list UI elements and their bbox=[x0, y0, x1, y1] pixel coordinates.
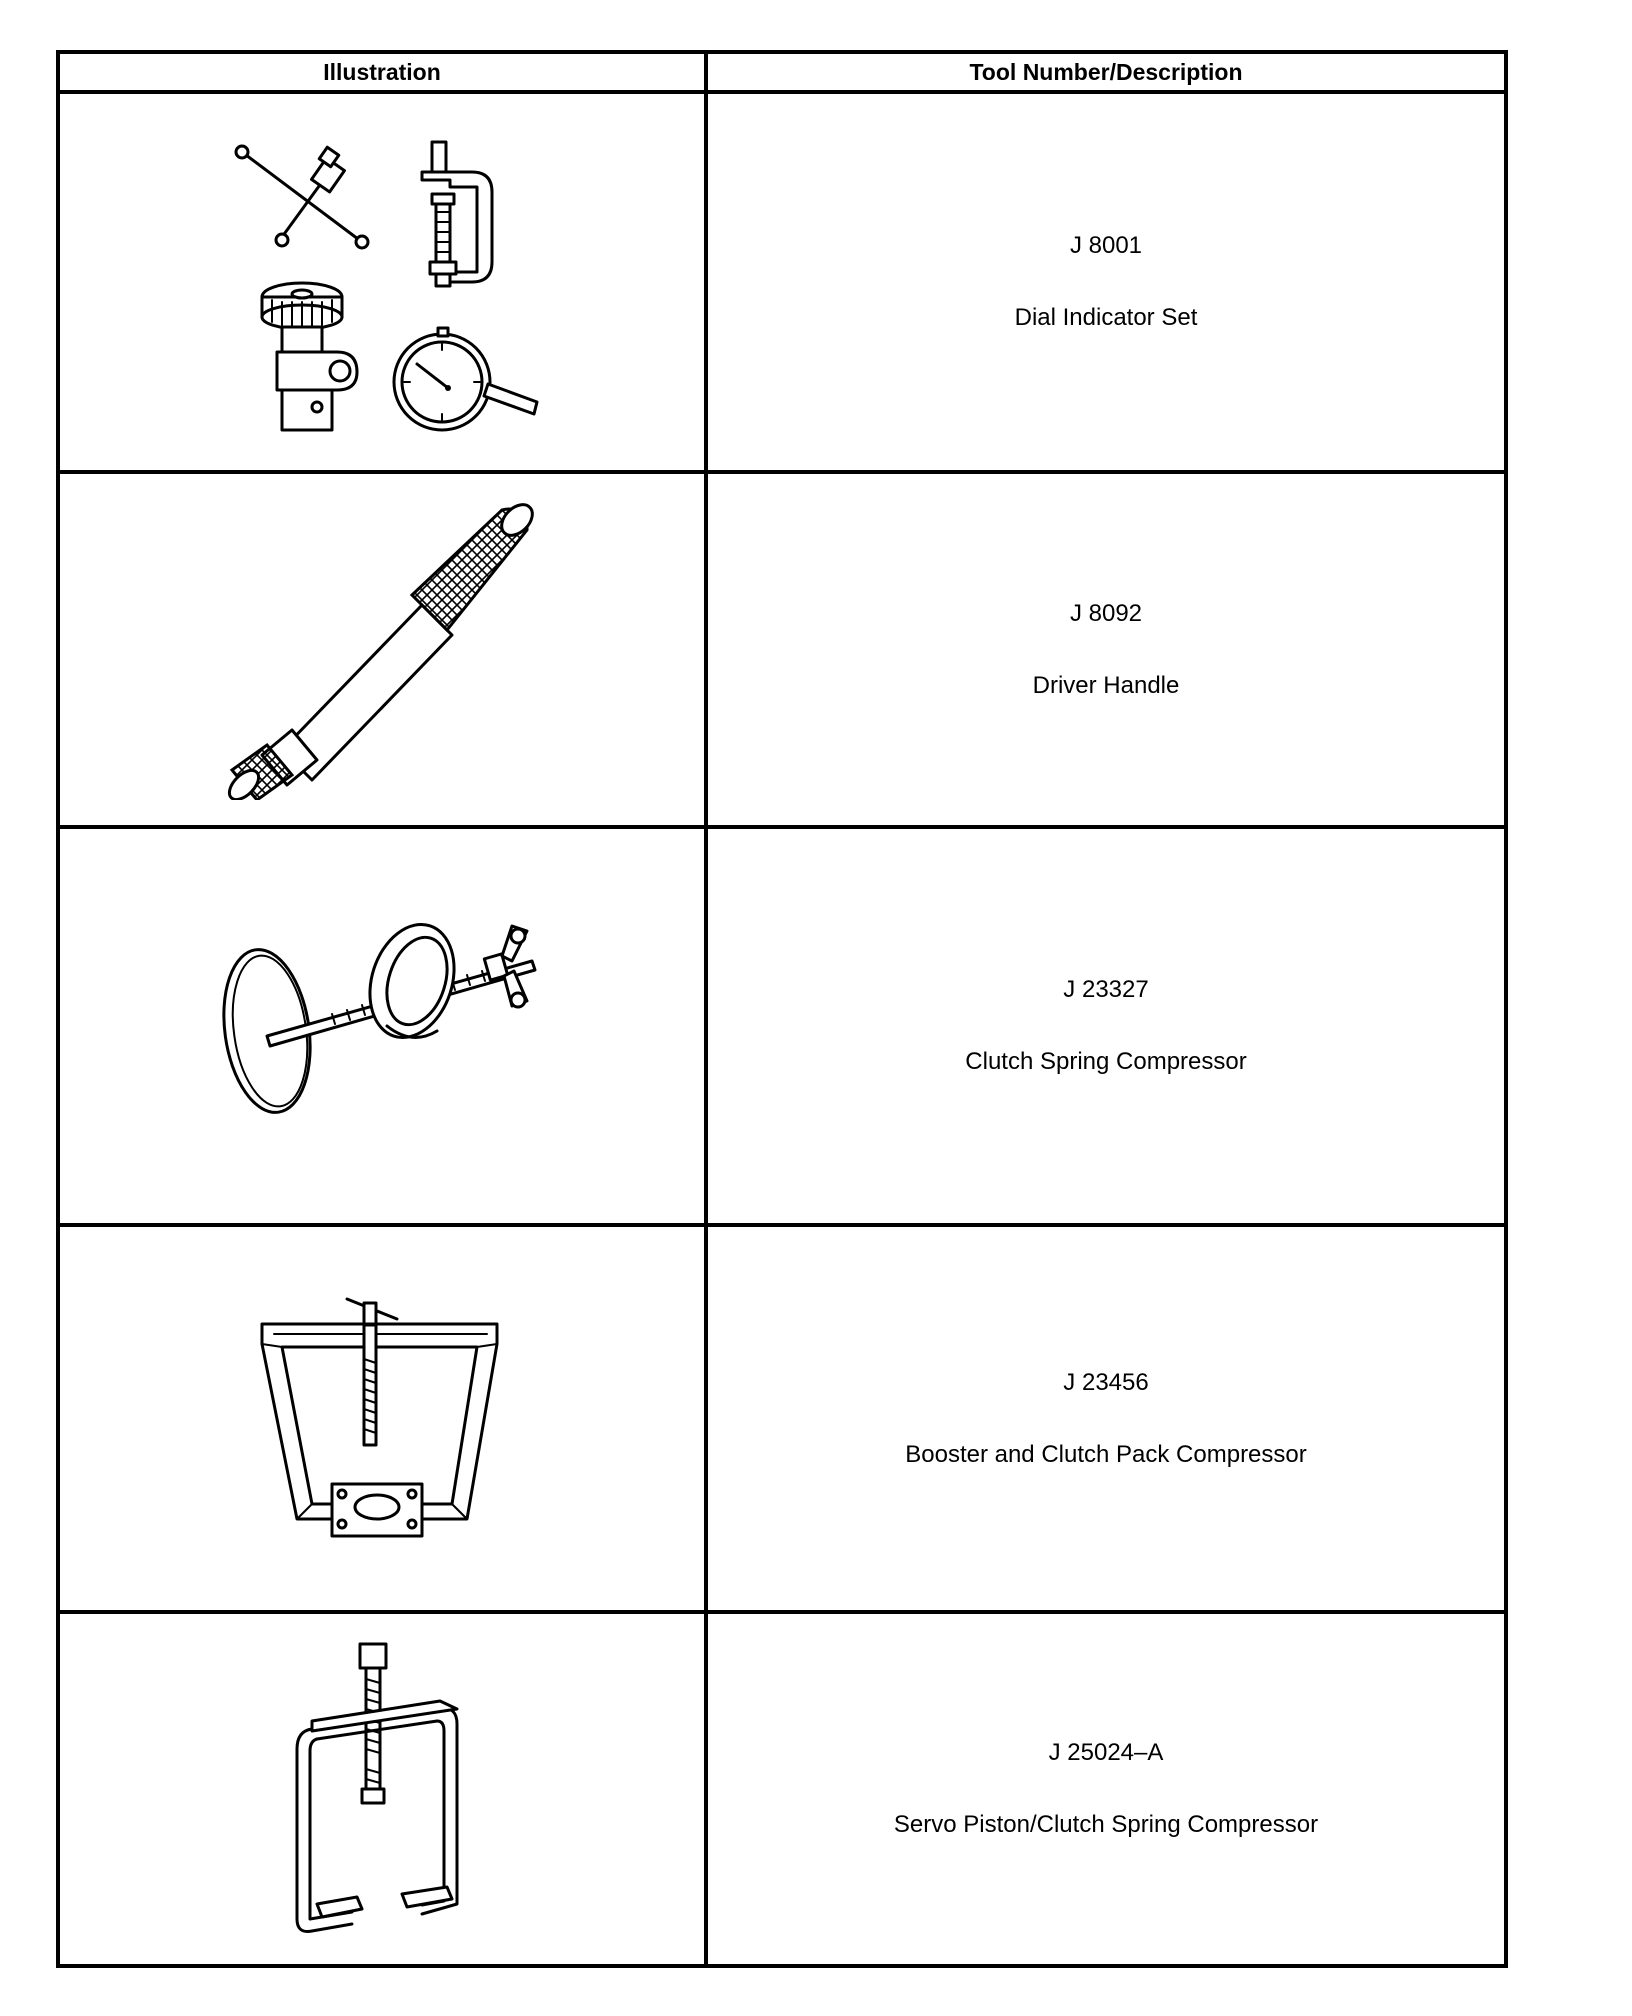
booster-clutch-pack-compressor-cell bbox=[706, 1225, 1506, 1612]
booster-clutch-pack-compressor-illustration bbox=[58, 1225, 706, 1612]
table-row bbox=[58, 827, 1506, 1225]
dial-indicator-set-drawing bbox=[222, 132, 542, 432]
illustration-column-header: Illustration bbox=[58, 52, 706, 92]
table-row bbox=[58, 92, 1506, 472]
tool-description: Dial Indicator Set bbox=[1014, 304, 1198, 331]
clutch-spring-compressor-drawing bbox=[212, 916, 552, 1136]
tool-description: Booster and Clutch Pack Compressor bbox=[905, 1440, 1307, 1468]
tool-number: J 25024–A bbox=[1048, 1739, 1164, 1766]
dial-indicator-set-illustration bbox=[58, 92, 706, 472]
table-row bbox=[58, 1612, 1506, 1966]
table-header-row bbox=[58, 52, 1506, 92]
driver-handle-drawing bbox=[222, 500, 542, 800]
tool-number-description-column-header: Tool Number/Description bbox=[706, 52, 1506, 92]
tool-number: J 23327 bbox=[1063, 976, 1149, 1003]
servo-piston-clutch-spring-compressor-illustration bbox=[58, 1612, 706, 1966]
clutch-spring-compressor-cell bbox=[706, 827, 1506, 1225]
tool-number: J 8001 bbox=[1069, 232, 1143, 259]
tool-description: Driver Handle bbox=[1032, 671, 1180, 699]
clutch-spring-compressor-illustration bbox=[58, 827, 706, 1225]
driver-handle-cell bbox=[706, 472, 1506, 827]
servo-piston-clutch-spring-compressor-drawing bbox=[272, 1639, 492, 1939]
driver-handle-illustration bbox=[58, 472, 706, 827]
tool-number: J 23456 bbox=[1063, 1368, 1149, 1396]
table-row bbox=[58, 1225, 1506, 1612]
dial-indicator-set-cell bbox=[706, 92, 1506, 472]
booster-clutch-pack-compressor-drawing bbox=[252, 1289, 512, 1549]
special-tools-table bbox=[56, 50, 1508, 1968]
servo-piston-clutch-spring-compressor-cell bbox=[706, 1612, 1506, 1966]
table-row bbox=[58, 472, 1506, 827]
tool-description: Clutch Spring Compressor bbox=[965, 1048, 1247, 1075]
tool-number: J 8092 bbox=[1069, 599, 1143, 627]
tool-description: Servo Piston/Clutch Spring Compressor bbox=[893, 1811, 1319, 1838]
